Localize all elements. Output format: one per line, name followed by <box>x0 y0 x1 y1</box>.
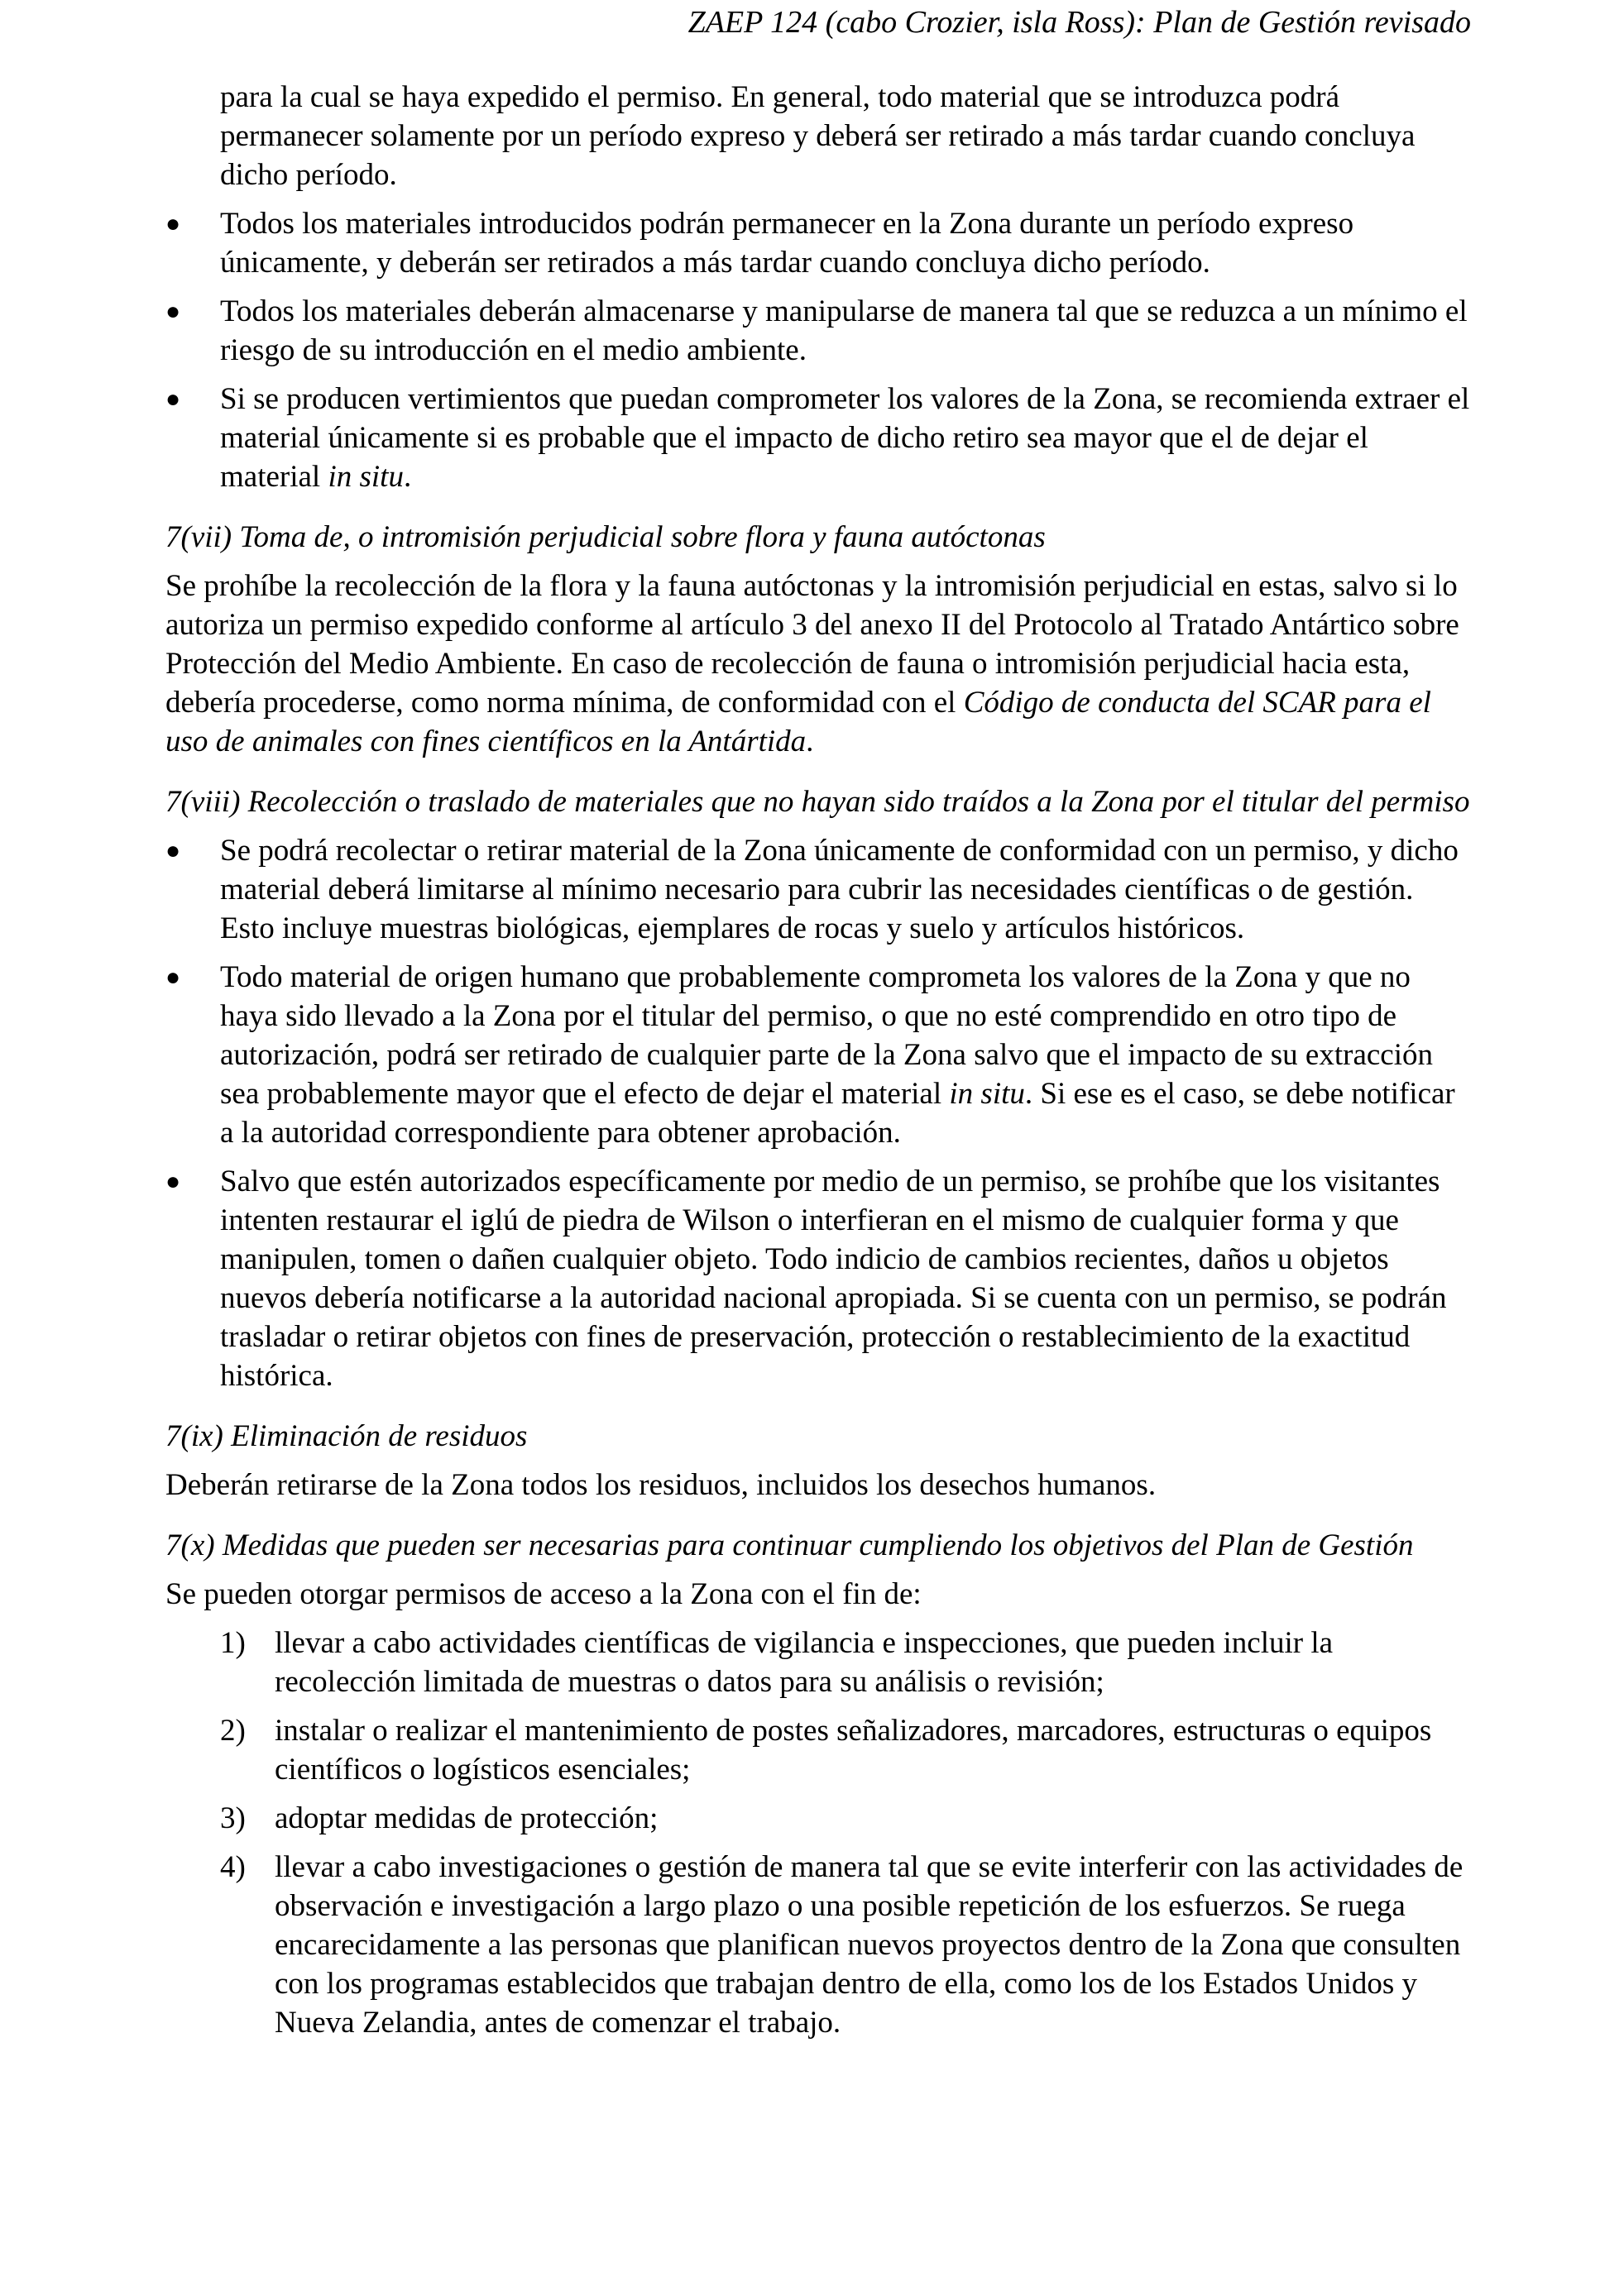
bullet-item <box>165 958 1473 1152</box>
section-heading-ix: 7(ix) Eliminación de residuos <box>165 1419 528 1453</box>
bullet-text: Todo material de origen humano que probablemente comprometa los valores de la Zona y que no haya sido llevado a la Zona por el titular del permiso, o que no esté comprendido en otro tipo de autorización, podrá ser retirado de cualquier parte de la Zona salvo que el impacto de su extracción sea probablemente mayor que el efecto de dejar el material <box>220 960 1433 1111</box>
item-number: 1) <box>220 1626 246 1660</box>
bullet-text: Todos los materiales deberán almacenarse y manipularse de manera tal que se reduzca a un mínimo el riesgo de su introducción en el medio ambiente. <box>220 294 1468 367</box>
item-text: instalar o realizar el mantenimiento de postes señalizadores, marcadores, estructuras o equipos científicos o logísticos esenciales; <box>275 1714 1432 1787</box>
bullet-icon: ● <box>165 298 181 325</box>
document-body <box>165 78 1473 2052</box>
bullet-text-end: . Si ese es el caso, se debe notificar a la autoridad correspondiente para obtener aprobación. <box>220 1077 1455 1150</box>
bullet-item <box>165 292 1473 370</box>
bullet-icon: ● <box>165 1168 181 1195</box>
section-ix-paragraph: Deberán retirarse de la Zona todos los residuos, incluidos los desechos humanos. <box>165 1468 1157 1502</box>
bullet-icon: ● <box>165 210 181 237</box>
numbered-item <box>165 1848 1473 2042</box>
bullet-text-italic: in situ <box>949 1077 1025 1111</box>
bullet-text: Todos los materiales introducidos podrán permanecer en la Zona durante un período expreso únicamente, y deberán ser retirados a más tardar cuando concluya dicho período. <box>220 207 1354 280</box>
bullet-text: Se podrá recolectar o retirar material de la Zona únicamente de conformidad con un permiso, y dicho material deberá limitarse al mínimo necesario para cubrir las necesidades científicas o de gestión. Esto incluye muestras biológicas, ejemplares de rocas y suelo y artículos históricos. <box>220 834 1459 945</box>
bullet-text: Si se producen vertimientos que puedan comprometer los valores de la Zona, se recomienda extraer el material únicamente si es probable que el impacto de dicho retiro sea mayor que el de dejar el material <box>220 382 1470 494</box>
bullet-text: Salvo que estén autorizados específicamente por medio de un permiso, se prohíbe que los visitantes intenten restaurar el iglú de piedra de Wilson o interfieran en el mismo de cualquier forma y que manipulen, tomen o dañen cualquier objeto. Todo indicio de cambios recientes, daños u objetos nuevos debería notificarse a la autoridad nacional apropiada. Si se cuenta con un permiso, se podrán trasladar o retirar objetos con fines de preservación, protección o restablecimiento de la exactitud histórica. <box>220 1165 1447 1393</box>
item-number: 3) <box>220 1801 246 1835</box>
bullet-icon: ● <box>165 964 181 991</box>
bullet-list-collection <box>165 831 1473 1395</box>
numbered-item <box>165 1799 1473 1838</box>
item-number: 4) <box>220 1850 246 1884</box>
bullet-text-end: . <box>403 460 412 494</box>
numbered-item <box>165 1624 1473 1701</box>
item-number: 2) <box>220 1714 246 1748</box>
bullet-list-materials <box>165 204 1473 496</box>
section-heading-x: 7(x) Medidas que pueden ser necesarias para continuar cumpliendo los objetivos del Plan de Gestión <box>165 1528 1414 1562</box>
continuation-paragraph: para la cual se haya expedido el permiso. En general, todo material que se introduzca podrá permanecer solamente por un período expreso y deberá ser retirado a más tardar cuando concluya dicho período. <box>220 80 1416 192</box>
bullet-item <box>165 380 1473 496</box>
bullet-item <box>165 204 1473 282</box>
item-text: adoptar medidas de protección; <box>275 1801 659 1835</box>
running-header: ZAEP 124 (cabo Crozier, isla Ross): Plan de Gestión revisado <box>687 5 1471 40</box>
bullet-icon: ● <box>165 385 181 413</box>
item-text: llevar a cabo investigaciones o gestión de manera tal que se evite interferir con las actividades de observación e investigación a largo plazo o una posible repetición de los esfuerzos. Se ruega encarecidamente a las personas que planifican nuevos proyectos dentro de la Zona que consulten con los programas establecidos que trabajan dentro de ella, como los de los Estados Unidos y Nueva Zelandia, antes de comenzar el trabajo. <box>275 1850 1464 2040</box>
bullet-icon: ● <box>165 837 181 864</box>
item-text: llevar a cabo actividades científicas de vigilancia e inspecciones, que pueden incluir la recolección limitada de muestras o datos para su análisis o revisión; <box>275 1626 1334 1699</box>
paragraph-text-end: . <box>806 725 814 758</box>
paragraph-text: Se prohíbe la recolección de la flora y la fauna autóctonas y la intromisión perjudicial en estas, salvo si lo autoriza un permiso expedido conforme al artículo 3 del anexo II del Protocolo al Tratado Antártico sobre Protección del Medio Ambiente. En caso de recolección de fauna o intromisión perjudicial hacia esta, debería procederse, como norma mínima, de conformidad con el <box>165 569 1459 720</box>
bullet-text-italic: in situ <box>328 460 404 494</box>
bullet-item <box>165 1162 1473 1395</box>
section-x-intro: Se pueden otorgar permisos de acceso a la Zona con el fin de: <box>165 1577 922 1611</box>
section-heading-vii: 7(vii) Toma de, o intromisión perjudicial sobre flora y fauna autóctonas <box>165 520 1046 554</box>
numbered-list-permits <box>165 1624 1473 2042</box>
section-heading-viii: 7(viii) Recolección o traslado de materiales que no hayan sido traídos a la Zona por el titular del permiso <box>165 785 1470 819</box>
numbered-item <box>165 1711 1473 1789</box>
paragraph-text-italic: Código de conducta del SCAR para el uso de animales con fines científicos en la Antártida <box>165 686 1431 758</box>
bullet-item <box>165 831 1473 948</box>
section-vii-paragraph <box>165 567 1473 761</box>
